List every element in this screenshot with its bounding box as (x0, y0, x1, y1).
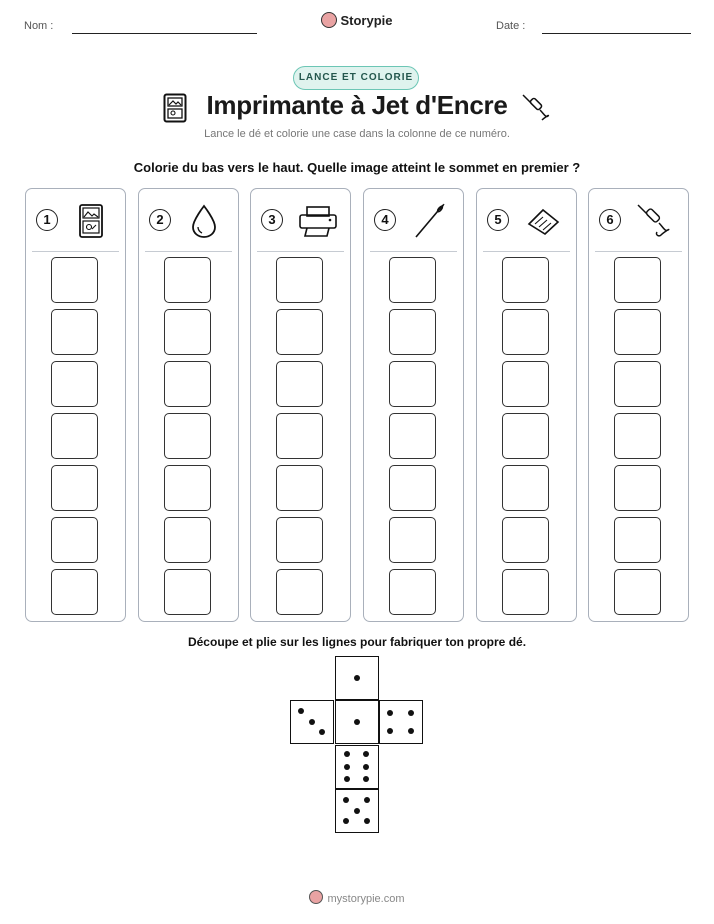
die-face-right (379, 700, 423, 744)
color-box[interactable] (51, 361, 98, 407)
color-box[interactable] (502, 569, 549, 615)
color-box[interactable] (389, 465, 436, 511)
column-header (139, 189, 238, 251)
color-box[interactable] (389, 517, 436, 563)
printed-photo-icon (72, 202, 110, 240)
die-instruction: Découpe et plie sur les lignes pour fabriquer ton propre dé. (187, 635, 527, 649)
column-divider (32, 251, 119, 252)
column-number: 4 (374, 209, 396, 231)
column-4 (363, 188, 464, 622)
color-box[interactable] (389, 413, 436, 459)
instruction-text: Colorie du bas vers le haut. Quelle image atteint le sommet en premier ? (133, 160, 581, 175)
brand-name: Storypie (340, 13, 393, 28)
color-box[interactable] (614, 257, 661, 303)
color-box[interactable] (502, 465, 549, 511)
title-row (0, 90, 714, 130)
color-box[interactable] (389, 309, 436, 355)
color-box[interactable] (51, 465, 98, 511)
column-number: 6 (599, 209, 621, 231)
die-pip (354, 719, 360, 725)
color-box[interactable] (614, 413, 661, 459)
color-box[interactable] (276, 465, 323, 511)
color-box[interactable] (389, 257, 436, 303)
needle-icon (410, 202, 448, 240)
color-box[interactable] (276, 517, 323, 563)
page-title: Imprimante à Jet d'Encre (206, 90, 508, 120)
column-number: 2 (149, 209, 171, 231)
die-pip (354, 675, 360, 681)
color-box[interactable] (502, 361, 549, 407)
die-pip (343, 797, 349, 803)
bear-icon (321, 12, 337, 28)
die-face-center (335, 700, 379, 744)
die-pip (363, 776, 369, 782)
color-box[interactable] (164, 361, 211, 407)
die-pip (364, 797, 370, 803)
column-header (26, 189, 125, 251)
die-net (290, 656, 424, 836)
die-face-left (290, 700, 334, 744)
soldering-iron-icon (635, 202, 673, 240)
color-box[interactable] (276, 413, 323, 459)
color-box[interactable] (164, 569, 211, 615)
footer-url: mystorypie.com (327, 893, 405, 905)
column-number: 1 (36, 209, 58, 231)
color-box[interactable] (51, 309, 98, 355)
color-box[interactable] (164, 413, 211, 459)
column-number: 3 (261, 209, 283, 231)
column-divider (145, 251, 232, 252)
color-box[interactable] (502, 517, 549, 563)
color-box[interactable] (389, 569, 436, 615)
name-label: Nom : (24, 20, 54, 32)
die-pip (354, 808, 360, 814)
color-box[interactable] (276, 569, 323, 615)
color-box[interactable] (164, 257, 211, 303)
die-pip (363, 751, 369, 757)
die-face-bottom (335, 789, 379, 833)
column-header (251, 189, 350, 251)
column-2 (138, 188, 239, 622)
printed-photo-icon (163, 93, 187, 123)
paper-sheet-icon (523, 202, 561, 240)
brand-logo (0, 12, 714, 28)
color-box[interactable] (51, 413, 98, 459)
column-divider (483, 251, 570, 252)
column-5 (476, 188, 577, 622)
name-line (72, 33, 257, 34)
footer (0, 890, 714, 905)
die-pip (387, 728, 393, 734)
die-pip (387, 710, 393, 716)
ink-drop-icon (185, 202, 223, 240)
column-number: 5 (487, 209, 509, 231)
color-box[interactable] (614, 361, 661, 407)
column-header (477, 189, 576, 251)
color-box[interactable] (164, 309, 211, 355)
column-1 (25, 188, 126, 622)
column-divider (595, 251, 682, 252)
color-box[interactable] (51, 517, 98, 563)
column-header (589, 189, 688, 251)
die-pip (344, 751, 350, 757)
color-box[interactable] (164, 517, 211, 563)
die-pip (343, 818, 349, 824)
column-divider (257, 251, 344, 252)
color-box[interactable] (614, 465, 661, 511)
die-pip (319, 729, 325, 735)
column-6 (588, 188, 689, 622)
column-3 (250, 188, 351, 622)
printer-icon (297, 202, 335, 240)
color-box[interactable] (276, 257, 323, 303)
subtitle: Lance le dé et colorie une case dans la colonne de ce numéro. (204, 128, 510, 140)
color-box[interactable] (389, 361, 436, 407)
color-box[interactable] (502, 309, 549, 355)
die-face-lower (335, 745, 379, 789)
column-header (364, 189, 463, 251)
activity-badge: LANCE ET COLORIE (293, 66, 419, 90)
die-pip (363, 764, 369, 770)
color-box[interactable] (614, 517, 661, 563)
bear-icon (309, 890, 323, 904)
color-box[interactable] (614, 569, 661, 615)
color-box[interactable] (51, 257, 98, 303)
die-pip (408, 710, 414, 716)
soldering-iron-icon (520, 92, 552, 124)
color-box[interactable] (614, 309, 661, 355)
date-line (542, 33, 691, 34)
die-pip (364, 818, 370, 824)
die-pip (408, 728, 414, 734)
color-box[interactable] (502, 257, 549, 303)
color-box[interactable] (276, 361, 323, 407)
color-box[interactable] (51, 569, 98, 615)
die-pip (344, 776, 350, 782)
die-face-top (335, 656, 379, 700)
color-box[interactable] (502, 413, 549, 459)
color-box[interactable] (164, 465, 211, 511)
column-divider (370, 251, 457, 252)
color-box[interactable] (276, 309, 323, 355)
die-pip (344, 764, 350, 770)
die-pip (309, 719, 315, 725)
date-label: Date : (496, 20, 526, 32)
die-pip (298, 708, 304, 714)
